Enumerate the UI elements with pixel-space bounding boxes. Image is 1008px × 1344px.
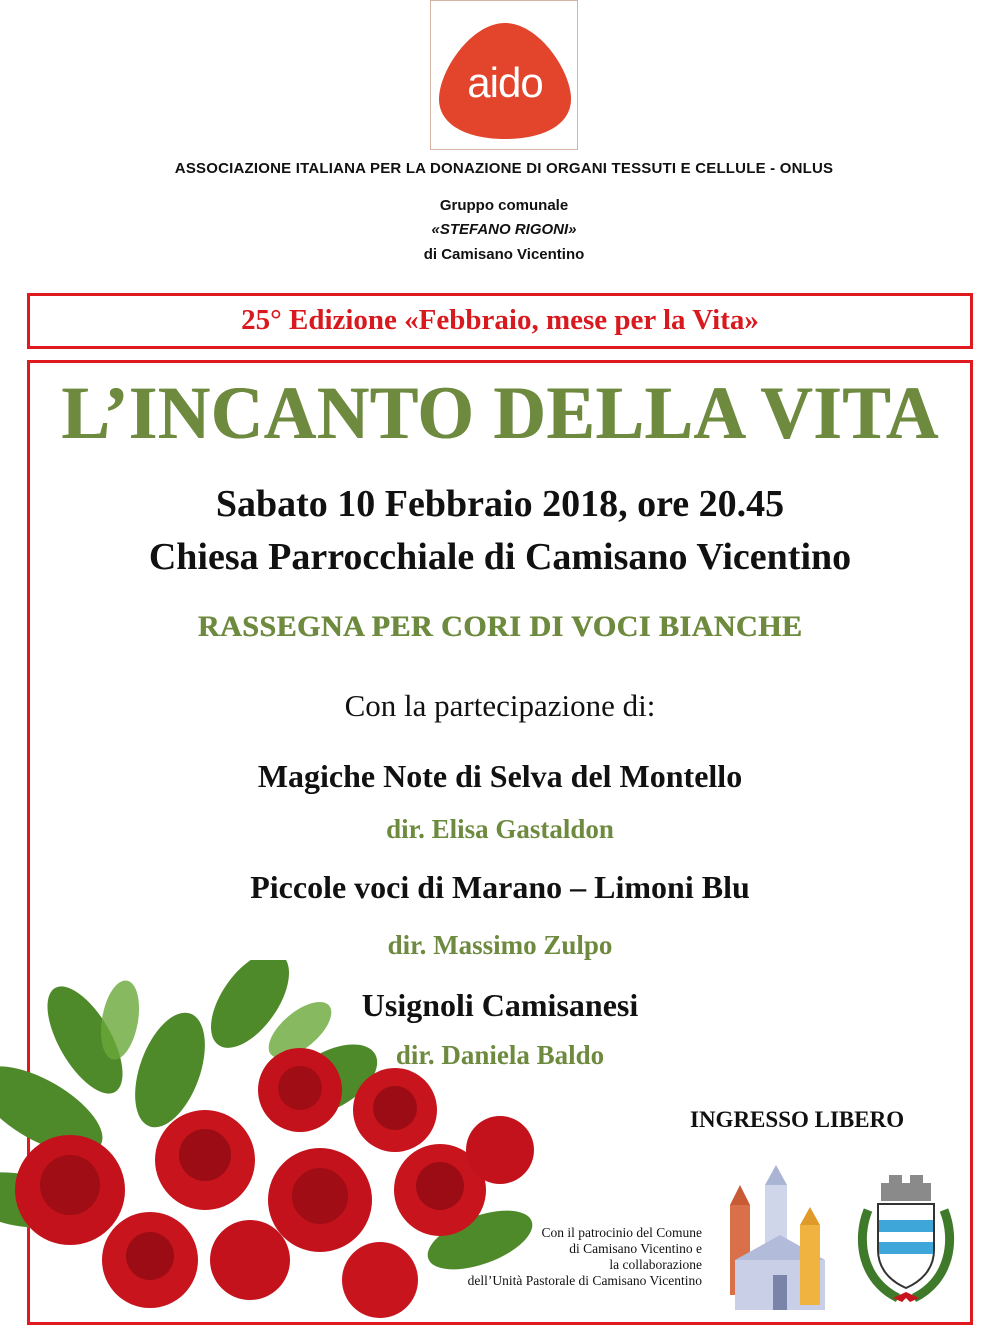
group-line-2: «STEFANO RIGONI» (431, 221, 577, 238)
patronage-note (405, 1225, 702, 1289)
patronage-line: Con il patrocinio del Comune (541, 1225, 702, 1240)
event-subtitle: RASSEGNA PER CORI DI VOCI BIANCHE (197, 610, 803, 643)
patronage-line: la collaborazione (609, 1257, 702, 1272)
coat-of-arms-icon (848, 1170, 963, 1310)
choir-director: dir. Massimo Zulpo (387, 930, 613, 960)
participation-label: Con la partecipazione di: (344, 688, 656, 723)
patronage-line: di Camisano Vicentino e (569, 1241, 702, 1256)
association-name: ASSOCIAZIONE ITALIANA PER LA DONAZIONE DI ORGANI TESSUTI E CELLULE - ONLUS (174, 160, 834, 177)
event-title: L’INCANTO DELLA VITA (61, 370, 939, 455)
event-place: Chiesa Parrocchiale di Camisano Vicentino (148, 536, 852, 578)
patronage-line: dell’Unità Pastorale di Camisano Vicentino (467, 1273, 702, 1288)
choir-director: dir. Daniela Baldo (395, 1040, 605, 1070)
group-line-1: Gruppo comunale (439, 197, 569, 214)
choir-name: Usignoli Camisanesi (361, 987, 639, 1023)
group-line-3: di Camisano Vicentino (423, 246, 585, 263)
entry-note: INGRESSO LIBERO (690, 1107, 905, 1132)
church-icon (725, 1165, 840, 1315)
event-date-time: Sabato 10 Febbraio 2018, ore 20.45 (215, 483, 785, 525)
edition-title: 25° Edizione «Febbraio, mese per la Vita» (241, 304, 759, 336)
logo-text: aido (467, 59, 543, 106)
aido-logo (430, 0, 578, 150)
choir-name: Magiche Note di Selva del Montello (257, 758, 743, 794)
choir-director: dir. Elisa Gastaldon (386, 814, 614, 844)
choir-name: Piccole voci di Marano – Limoni Blu (250, 869, 750, 905)
